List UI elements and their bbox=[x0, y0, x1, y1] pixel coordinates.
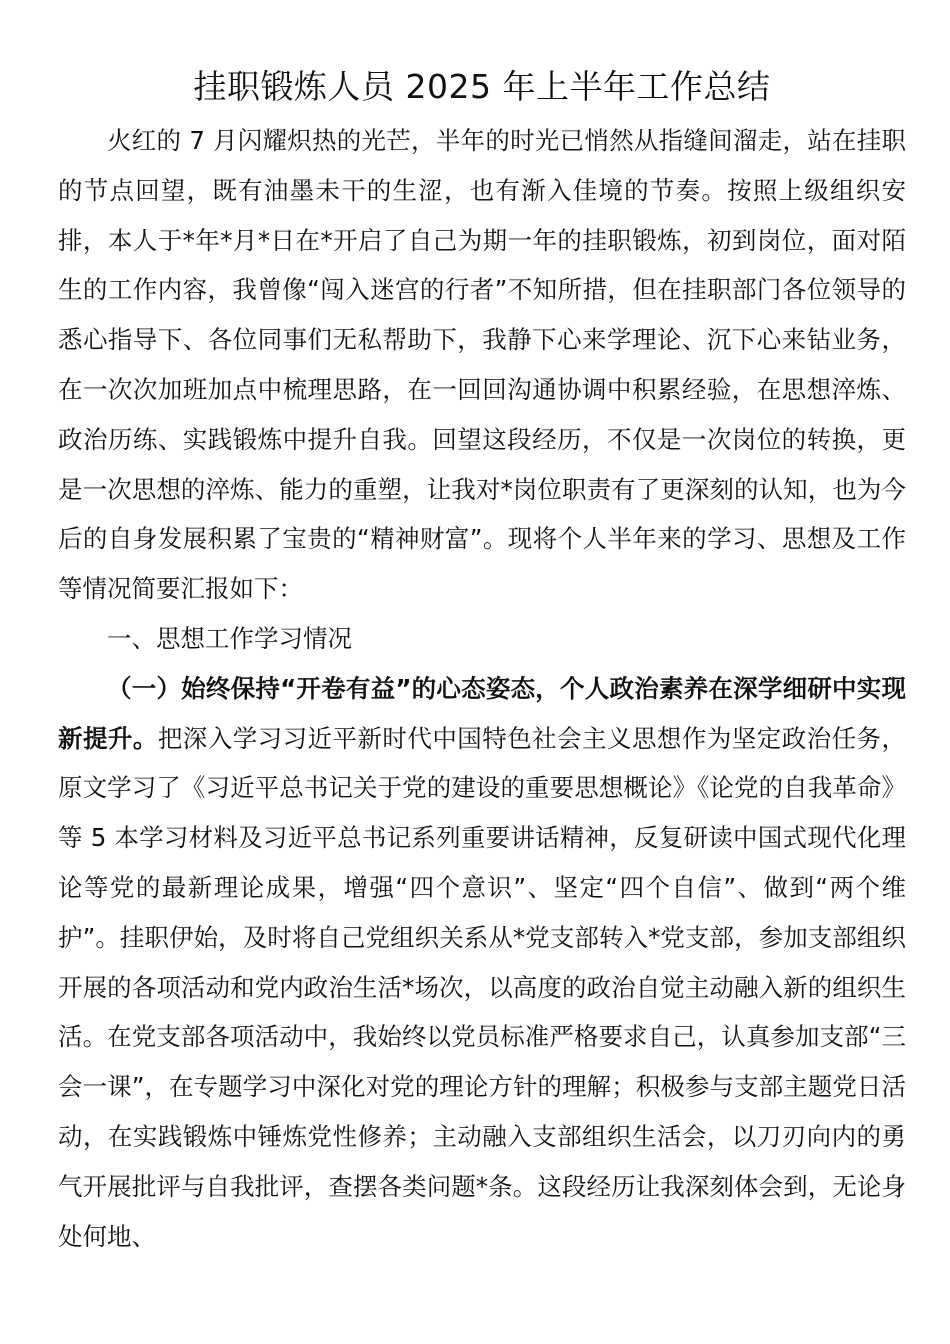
subsection-paragraph bbox=[58, 664, 906, 1262]
section-heading: 一、思想工作学习情况 bbox=[107, 623, 352, 653]
subsection-body: 把深入学习习近平新时代中国特色社会主义思想作为坚定政治任务，原文学习了《习近平总书记关于党的建设的重要思想概论》《论党的自我革命》等 5 本学习材料及习近平总书记系列重要讲话精神，反复研读中国式现代化理论等党的最新理论成果，增强“四个意识”、坚定“四个自信”、做到“两个维护”。挂职伊始，及时将自己党组织关系从*党支部转入*党支部，参加支部组织开展的各项活动和党内政治生活*场次，以高度的政治自觉主动融入新的组织生活。在党支部各项活动中，我始终以党员标准严格要求自己，认真参加支部“三会一课”，在专题学习中深化对党的理论方针的理解；积极参与支部主题党日活动，在实践锻炼中锤炼党性修养；主动融入支部组织生活会，以刀刃向内的勇气开展批评与自我批评，查摆各类问题*条。这段经历让我深刻体会到，无论身处何地、 bbox=[58, 723, 907, 1251]
subsection-lead: （一）始终保持“开卷有益”的心态姿态，个人政治素养在深学细研中实现新提升。 bbox=[58, 673, 906, 753]
document-title: 挂职锻炼人员 2025 年上半年工作总结 bbox=[193, 67, 771, 106]
intro-paragraph: 火红的 7 月闪耀炽热的光芒，半年的时光已悄然从指缝间溜走，站在挂职的节点回望，既有油墨未干的生涩，也有渐入佳境的节奏。按照上级组织安排，本人于*年*月*日在*开启了自己为期一年的挂职锻炼，初到岗位，面对陌生的工作内容，我曾像“闯入迷宫的行者”不知所措，但在挂职部门各位领导的悉心指导下、各位同事们无私帮助下，我静下心来学理论、沉下心来钻业务，在一次次加班加点中梳理思路，在一回回沟通协调中积累经验，在思想淬炼、政治历练、实践锻炼中提升自我。回望这段经历，不仅是一次岗位的转换，更是一次思想的淬炼、能力的重塑，让我对*岗位职责有了更深刻的认知，也为今后的自身发展积累了宝贵的“精神财富”。现将个人半年来的学习、思想及工作等情况简要汇报如下： bbox=[58, 126, 906, 604]
document-page bbox=[58, 62, 906, 1261]
